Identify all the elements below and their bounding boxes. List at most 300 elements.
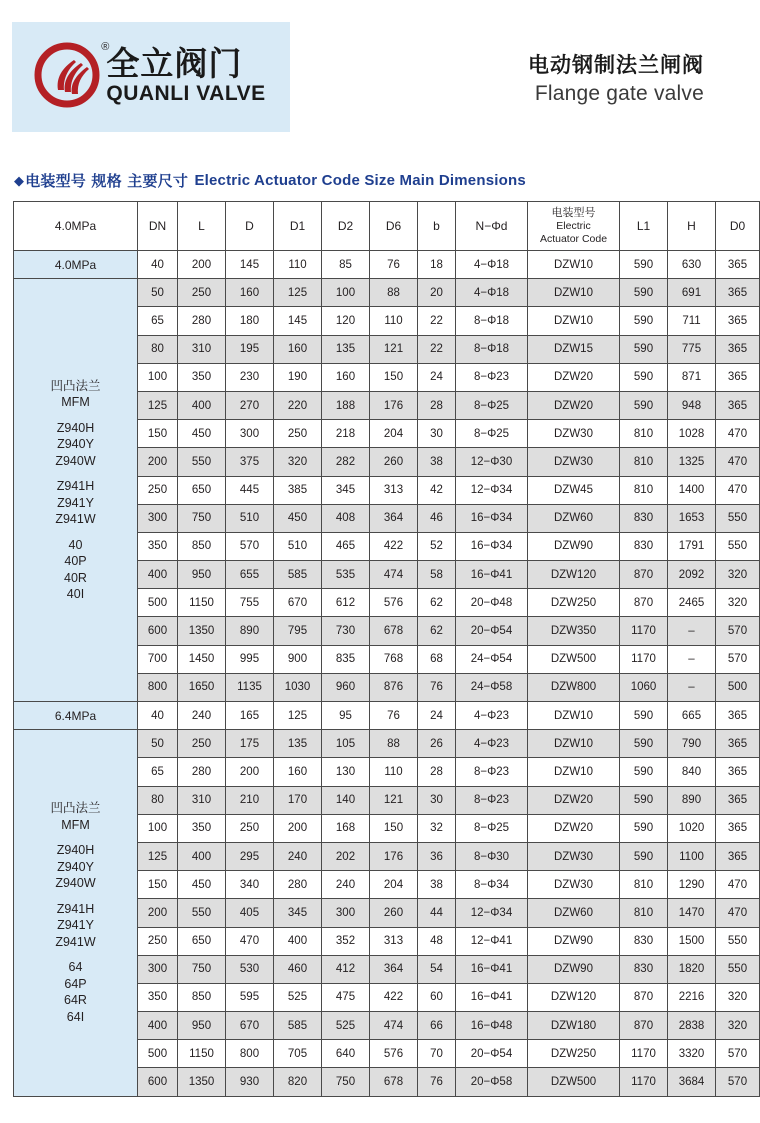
cell-d1: 220 — [274, 391, 322, 419]
cell-d6: 313 — [370, 927, 418, 955]
cell-d1: 110 — [274, 251, 322, 279]
cell-d2: 408 — [322, 504, 370, 532]
cell-b: 28 — [418, 391, 456, 419]
cell-actuator: DZW90 — [528, 955, 620, 983]
section-heading-en: Electric Actuator Code Size Main Dimensions — [194, 172, 526, 189]
cell-h: 840 — [668, 758, 716, 786]
cell-d1: 585 — [274, 1012, 322, 1040]
cell-actuator: DZW180 — [528, 1012, 620, 1040]
cell-l1: 810 — [620, 899, 668, 927]
quanli-logo-icon — [36, 41, 110, 106]
cell-nphid: 16−Φ41 — [456, 955, 528, 983]
cell-nphid: 8−Φ18 — [456, 335, 528, 363]
cell-d1: 1030 — [274, 673, 322, 701]
cell-l1: 830 — [620, 927, 668, 955]
cell-l: 650 — [178, 476, 226, 504]
cell-h: 630 — [668, 251, 716, 279]
cell-dn: 65 — [138, 758, 178, 786]
cell-d0: 570 — [716, 1068, 760, 1096]
valve-model-line: 64 — [68, 960, 83, 975]
cell-d2: 95 — [322, 702, 370, 730]
cell-dn: 500 — [138, 1040, 178, 1068]
cell-d1: 320 — [274, 448, 322, 476]
cell-d0: 365 — [716, 702, 760, 730]
cell-dn: 80 — [138, 335, 178, 363]
cell-h: 1325 — [668, 448, 716, 476]
cell-d2: 730 — [322, 617, 370, 645]
cell-l1: 810 — [620, 476, 668, 504]
model-group-gap — [14, 833, 137, 842]
cell-d0: 570 — [716, 645, 760, 673]
cell-d1: 345 — [274, 899, 322, 927]
cell-actuator: DZW30 — [528, 871, 620, 899]
valve-model-line: Z940W — [55, 453, 96, 468]
cell-d: 340 — [226, 871, 274, 899]
cell-d0: 365 — [716, 335, 760, 363]
cell-d: 445 — [226, 476, 274, 504]
cell-d1: 125 — [274, 702, 322, 730]
cell-l1: 590 — [620, 842, 668, 870]
cell-nphid: 8−Φ18 — [456, 307, 528, 335]
cell-d0: 365 — [716, 391, 760, 419]
product-title-en: Flange gate valve — [534, 81, 704, 105]
cell-d: 800 — [226, 1040, 274, 1068]
valve-model-line: Z941W — [55, 512, 96, 527]
model-group-gap — [14, 411, 137, 420]
cell-actuator: DZW800 — [528, 673, 620, 701]
cell-dn: 600 — [138, 617, 178, 645]
cell-d: 160 — [226, 279, 274, 307]
header-l1: L1 — [620, 202, 668, 251]
cell-actuator: DZW10 — [528, 758, 620, 786]
valve-model-line: Z941Y — [57, 495, 94, 510]
cell-l1: 590 — [620, 307, 668, 335]
header-dn: DN — [138, 202, 178, 251]
cell-d: 530 — [226, 955, 274, 983]
cell-dn: 700 — [138, 645, 178, 673]
cell-l: 350 — [178, 363, 226, 391]
cell-d1: 450 — [274, 504, 322, 532]
cell-l: 950 — [178, 561, 226, 589]
cell-d6: 176 — [370, 842, 418, 870]
cell-b: 30 — [418, 420, 456, 448]
cell-l: 750 — [178, 955, 226, 983]
cell-d: 295 — [226, 842, 274, 870]
cell-nphid: 16−Φ41 — [456, 983, 528, 1011]
section-heading-cn: 电装型号 规格 主要尺寸 — [25, 172, 189, 190]
cell-d2: 160 — [322, 363, 370, 391]
cell-nphid: 4−Φ23 — [456, 702, 528, 730]
cell-actuator: DZW15 — [528, 335, 620, 363]
section-heading — [14, 170, 720, 191]
cell-nphid: 16−Φ34 — [456, 532, 528, 560]
cell-d6: 150 — [370, 814, 418, 842]
cell-h: 1290 — [668, 871, 716, 899]
cell-d2: 612 — [322, 589, 370, 617]
cell-nphid: 4−Φ18 — [456, 279, 528, 307]
valve-model-line: 凹凸法兰 — [50, 377, 101, 393]
cell-h: 1100 — [668, 842, 716, 870]
cell-l1: 870 — [620, 561, 668, 589]
cell-d0: 365 — [716, 279, 760, 307]
cell-d6: 121 — [370, 786, 418, 814]
cell-nphid: 12−Φ30 — [456, 448, 528, 476]
cell-l1: 870 — [620, 983, 668, 1011]
cell-d6: 474 — [370, 561, 418, 589]
cell-l: 240 — [178, 702, 226, 730]
cell-nphid: 8−Φ25 — [456, 814, 528, 842]
cell-d: 175 — [226, 730, 274, 758]
product-title-cn: 电动钢制法兰闸阀 — [528, 52, 704, 77]
cell-d0: 365 — [716, 363, 760, 391]
cell-l1: 810 — [620, 420, 668, 448]
cell-actuator: DZW10 — [528, 730, 620, 758]
cell-d1: 280 — [274, 871, 322, 899]
cell-h: 1400 — [668, 476, 716, 504]
cell-d6: 260 — [370, 448, 418, 476]
header-d1: D1 — [274, 202, 322, 251]
cell-d2: 85 — [322, 251, 370, 279]
cell-d: 210 — [226, 786, 274, 814]
cell-d0: 470 — [716, 448, 760, 476]
cell-l: 1150 — [178, 589, 226, 617]
cell-d0: 365 — [716, 730, 760, 758]
cell-nphid: 8−Φ23 — [456, 363, 528, 391]
cell-l1: 1170 — [620, 645, 668, 673]
cell-d6: 474 — [370, 1012, 418, 1040]
cell-nphid: 24−Φ58 — [456, 673, 528, 701]
cell-l1: 590 — [620, 363, 668, 391]
cell-h: 665 — [668, 702, 716, 730]
cell-dn: 40 — [138, 702, 178, 730]
cell-d0: 320 — [716, 561, 760, 589]
cell-d0: 550 — [716, 504, 760, 532]
cell-nphid: 12−Φ34 — [456, 476, 528, 504]
cell-actuator: DZW60 — [528, 899, 620, 927]
cell-d6: 422 — [370, 983, 418, 1011]
cell-nphid: 24−Φ54 — [456, 645, 528, 673]
model-group-gap — [14, 892, 137, 901]
pressure-label-cell: 6.4MPa — [14, 702, 138, 730]
cell-d1: 705 — [274, 1040, 322, 1068]
cell-d6: 150 — [370, 363, 418, 391]
cell-h: – — [668, 617, 716, 645]
cell-dn: 125 — [138, 842, 178, 870]
cell-dn: 40 — [138, 251, 178, 279]
cell-d: 510 — [226, 504, 274, 532]
registered-mark: ® — [101, 41, 110, 53]
cell-l: 450 — [178, 420, 226, 448]
cell-d6: 364 — [370, 955, 418, 983]
cell-b: 26 — [418, 730, 456, 758]
valve-model-cell — [14, 279, 138, 702]
cell-nphid: 20−Φ58 — [456, 1068, 528, 1096]
cell-d1: 900 — [274, 645, 322, 673]
cell-b: 18 — [418, 251, 456, 279]
cell-h: 1820 — [668, 955, 716, 983]
cell-d: 670 — [226, 1012, 274, 1040]
cell-l: 550 — [178, 448, 226, 476]
cell-l1: 1060 — [620, 673, 668, 701]
cell-b: 76 — [418, 673, 456, 701]
cell-d1: 510 — [274, 532, 322, 560]
cell-actuator: DZW120 — [528, 983, 620, 1011]
valve-model-line: 64R — [64, 993, 87, 1008]
cell-d6: 88 — [370, 279, 418, 307]
cell-l: 250 — [178, 279, 226, 307]
cell-h: 1500 — [668, 927, 716, 955]
cell-d6: 576 — [370, 589, 418, 617]
cell-d0: 570 — [716, 1040, 760, 1068]
cell-l1: 590 — [620, 251, 668, 279]
cell-dn: 150 — [138, 871, 178, 899]
cell-d2: 345 — [322, 476, 370, 504]
cell-dn: 800 — [138, 673, 178, 701]
cell-actuator: DZW10 — [528, 702, 620, 730]
cell-d2: 535 — [322, 561, 370, 589]
cell-d2: 202 — [322, 842, 370, 870]
header-n-phi-d: N−Φd — [456, 202, 528, 251]
cell-dn: 125 — [138, 391, 178, 419]
cell-d2: 105 — [322, 730, 370, 758]
cell-actuator: DZW250 — [528, 1040, 620, 1068]
cell-actuator: DZW10 — [528, 251, 620, 279]
valve-model-line: Z940Y — [57, 437, 94, 452]
valve-model-line: 64P — [64, 976, 87, 991]
cell-d: 930 — [226, 1068, 274, 1096]
cell-d2: 412 — [322, 955, 370, 983]
valve-model-line: 40R — [64, 570, 87, 585]
cell-actuator: DZW500 — [528, 645, 620, 673]
cell-h: 3684 — [668, 1068, 716, 1096]
cell-nphid: 8−Φ30 — [456, 842, 528, 870]
cell-d0: 365 — [716, 786, 760, 814]
cell-b: 76 — [418, 1068, 456, 1096]
cell-l: 350 — [178, 814, 226, 842]
cell-l: 280 — [178, 307, 226, 335]
cell-d0: 470 — [716, 899, 760, 927]
cell-l: 250 — [178, 730, 226, 758]
cell-l: 550 — [178, 899, 226, 927]
cell-l: 1650 — [178, 673, 226, 701]
cell-b: 30 — [418, 786, 456, 814]
cell-b: 32 — [418, 814, 456, 842]
header-h: H — [668, 202, 716, 251]
header-l: L — [178, 202, 226, 251]
cell-d1: 125 — [274, 279, 322, 307]
cell-b: 48 — [418, 927, 456, 955]
cell-d: 200 — [226, 758, 274, 786]
cell-actuator: DZW30 — [528, 842, 620, 870]
cell-d0: 365 — [716, 758, 760, 786]
header-row — [14, 202, 760, 251]
cell-d1: 160 — [274, 758, 322, 786]
header-actuator-en-2: Actuator Code — [539, 233, 608, 246]
cell-h: 790 — [668, 730, 716, 758]
valve-model-line: 凹凸法兰 — [50, 800, 101, 816]
valve-model-line: 40I — [66, 587, 85, 602]
cell-d2: 130 — [322, 758, 370, 786]
cell-h: 2465 — [668, 589, 716, 617]
cell-d1: 795 — [274, 617, 322, 645]
cell-h: 775 — [668, 335, 716, 363]
cell-dn: 100 — [138, 363, 178, 391]
cell-d2: 300 — [322, 899, 370, 927]
cell-d0: 365 — [716, 251, 760, 279]
specification-table — [13, 201, 760, 1097]
cell-d0: 500 — [716, 673, 760, 701]
cell-l: 850 — [178, 983, 226, 1011]
cell-d0: 470 — [716, 476, 760, 504]
cell-l1: 1170 — [620, 1040, 668, 1068]
cell-nphid: 20−Φ48 — [456, 589, 528, 617]
cell-d6: 76 — [370, 251, 418, 279]
cell-h: 2216 — [668, 983, 716, 1011]
cell-h: – — [668, 673, 716, 701]
cell-b: 70 — [418, 1040, 456, 1068]
cell-d6: 576 — [370, 1040, 418, 1068]
cell-d6: 110 — [370, 758, 418, 786]
model-group-gap — [14, 528, 137, 537]
cell-l1: 590 — [620, 391, 668, 419]
cell-d0: 470 — [716, 420, 760, 448]
cell-l1: 810 — [620, 871, 668, 899]
cell-dn: 200 — [138, 448, 178, 476]
cell-nphid: 8−Φ23 — [456, 786, 528, 814]
cell-actuator: DZW90 — [528, 532, 620, 560]
cell-b: 22 — [418, 307, 456, 335]
cell-d2: 835 — [322, 645, 370, 673]
cell-d6: 313 — [370, 476, 418, 504]
cell-h: – — [668, 645, 716, 673]
cell-l: 850 — [178, 532, 226, 560]
cell-d6: 678 — [370, 1068, 418, 1096]
cell-l: 280 — [178, 758, 226, 786]
cell-d: 165 — [226, 702, 274, 730]
cell-d: 375 — [226, 448, 274, 476]
cell-actuator: DZW20 — [528, 786, 620, 814]
cell-dn: 400 — [138, 1012, 178, 1040]
cell-dn: 500 — [138, 589, 178, 617]
cell-d1: 585 — [274, 561, 322, 589]
cell-d6: 678 — [370, 617, 418, 645]
cell-d: 230 — [226, 363, 274, 391]
cell-d6: 260 — [370, 899, 418, 927]
cell-b: 54 — [418, 955, 456, 983]
cell-dn: 300 — [138, 955, 178, 983]
brand-name-cn: 全立阀门 — [106, 43, 243, 83]
cell-d: 890 — [226, 617, 274, 645]
pressure-label-cell: 4.0MPa — [14, 251, 138, 279]
cell-nphid: 8−Φ25 — [456, 391, 528, 419]
cell-dn: 50 — [138, 730, 178, 758]
cell-l: 1350 — [178, 1068, 226, 1096]
cell-d0: 550 — [716, 532, 760, 560]
cell-l: 200 — [178, 251, 226, 279]
cell-d2: 475 — [322, 983, 370, 1011]
cell-d6: 176 — [370, 391, 418, 419]
cell-l1: 830 — [620, 504, 668, 532]
cell-d1: 250 — [274, 420, 322, 448]
cell-h: 948 — [668, 391, 716, 419]
cell-l1: 590 — [620, 279, 668, 307]
cell-d6: 88 — [370, 730, 418, 758]
cell-d6: 121 — [370, 335, 418, 363]
cell-d2: 352 — [322, 927, 370, 955]
cell-d0: 550 — [716, 955, 760, 983]
cell-dn: 100 — [138, 814, 178, 842]
valve-model-line: 40 — [68, 537, 83, 552]
valve-model-line: MFM — [61, 817, 90, 832]
cell-actuator: DZW20 — [528, 363, 620, 391]
cell-l: 450 — [178, 871, 226, 899]
cell-nphid: 20−Φ54 — [456, 1040, 528, 1068]
cell-b: 24 — [418, 702, 456, 730]
table-row — [14, 279, 760, 307]
cell-b: 38 — [418, 871, 456, 899]
cell-d: 270 — [226, 391, 274, 419]
cell-d: 755 — [226, 589, 274, 617]
cell-d1: 385 — [274, 476, 322, 504]
header-d6: D6 — [370, 202, 418, 251]
header-d0: D0 — [716, 202, 760, 251]
cell-d0: 570 — [716, 617, 760, 645]
cell-b: 20 — [418, 279, 456, 307]
cell-d6: 422 — [370, 532, 418, 560]
brand-logo-box — [12, 22, 290, 132]
diamond-bullet-icon: ◆ — [14, 172, 25, 188]
cell-actuator: DZW10 — [528, 307, 620, 335]
valve-model-line: MFM — [61, 395, 90, 410]
cell-d: 470 — [226, 927, 274, 955]
cell-nphid: 8−Φ25 — [456, 420, 528, 448]
cell-d6: 110 — [370, 307, 418, 335]
cell-dn: 400 — [138, 561, 178, 589]
cell-l1: 590 — [620, 730, 668, 758]
header-b: b — [418, 202, 456, 251]
cell-nphid: 8−Φ34 — [456, 871, 528, 899]
cell-d0: 320 — [716, 1012, 760, 1040]
cell-actuator: DZW250 — [528, 589, 620, 617]
valve-model-line: Z940H — [56, 420, 95, 435]
cell-l1: 810 — [620, 448, 668, 476]
cell-dn: 80 — [138, 786, 178, 814]
cell-l1: 590 — [620, 786, 668, 814]
cell-d: 145 — [226, 251, 274, 279]
cell-l1: 590 — [620, 758, 668, 786]
cell-d2: 525 — [322, 1012, 370, 1040]
cell-d: 250 — [226, 814, 274, 842]
cell-d1: 670 — [274, 589, 322, 617]
cell-d2: 218 — [322, 420, 370, 448]
cell-d6: 76 — [370, 702, 418, 730]
cell-d1: 170 — [274, 786, 322, 814]
cell-nphid: 4−Φ18 — [456, 251, 528, 279]
cell-actuator: DZW60 — [528, 504, 620, 532]
cell-actuator: DZW45 — [528, 476, 620, 504]
cell-dn: 350 — [138, 532, 178, 560]
cell-l: 750 — [178, 504, 226, 532]
cell-h: 1020 — [668, 814, 716, 842]
cell-b: 42 — [418, 476, 456, 504]
cell-b: 46 — [418, 504, 456, 532]
valve-model-line: Z941H — [56, 901, 95, 916]
valve-model-line: Z941Y — [57, 918, 94, 933]
cell-b: 22 — [418, 335, 456, 363]
cell-b: 58 — [418, 561, 456, 589]
cell-d: 595 — [226, 983, 274, 1011]
cell-actuator: DZW30 — [528, 448, 620, 476]
